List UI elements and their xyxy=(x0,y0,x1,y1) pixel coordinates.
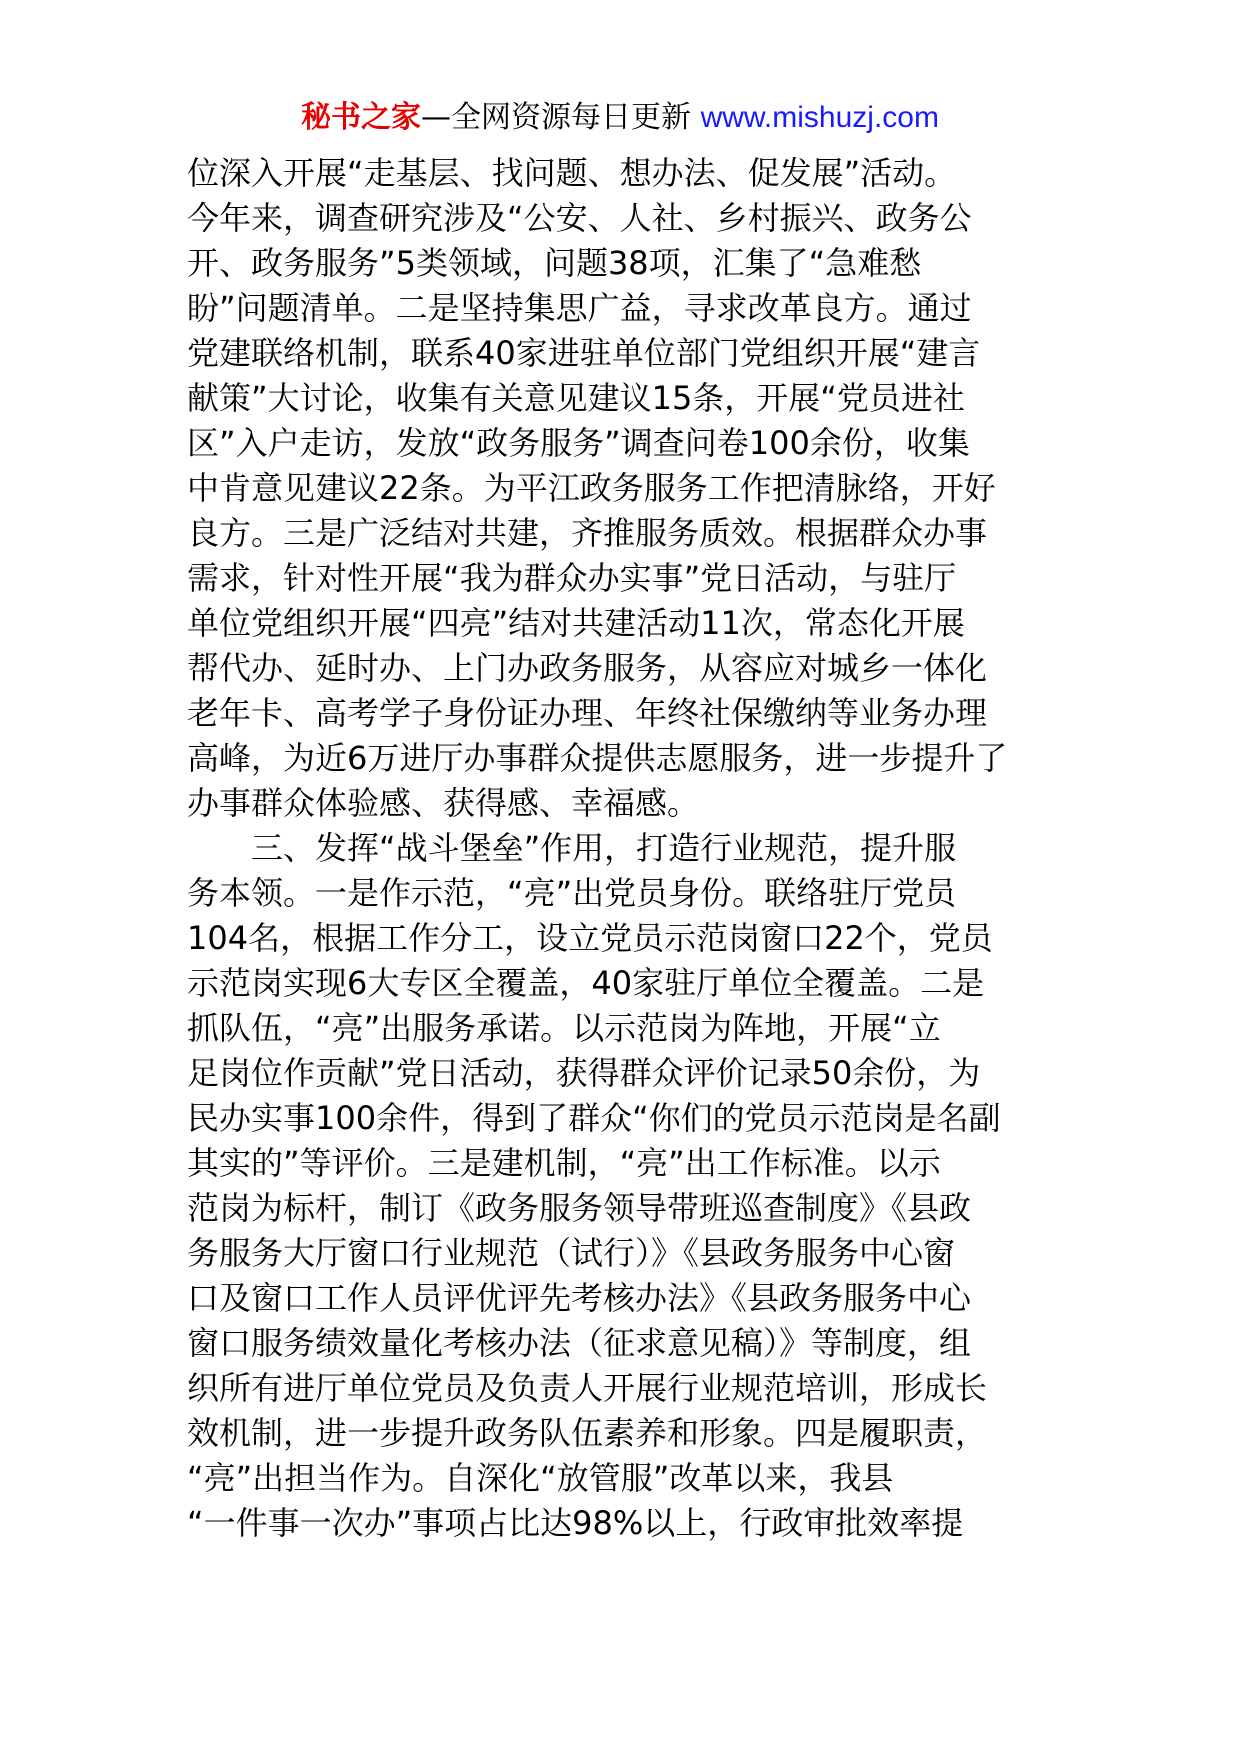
document-body xyxy=(187,151,1057,1546)
site-url[interactable]: www.mishuzj.com xyxy=(700,101,939,134)
text-line: “亮”出担当作为。自深化“放管服”改革以来，我县 xyxy=(187,1459,894,1497)
text-line: 织所有进厅单位党员及负责人开展行业规范培训，形成长 xyxy=(187,1369,988,1407)
text-line: 务本领。一是作示范，“亮”出党员身份。联络驻厅党员 xyxy=(187,874,957,912)
text-line: 老年卡、高考学子身份证办理、年终社保缴纳等业务办理 xyxy=(187,694,988,732)
text-line: 高峰，为近6万进厅办事群众提供志愿服务，进一步提升了 xyxy=(187,739,1008,777)
text-line: 范岗为标杆，制订《政务服务领导带班巡查制度》《县政 xyxy=(187,1189,972,1227)
text-line: 献策”大讨论，收集有关意见建议15条，开展“党员进社 xyxy=(187,379,965,417)
brand-name: 秘书之家 xyxy=(301,100,422,135)
text-line: 今年来，调查研究涉及“公安、人社、乡村振兴、政务公 xyxy=(187,199,972,237)
text-line: 良方。三是广泛结对共建，齐推服务质效。根据群众办事 xyxy=(187,514,988,552)
text-line: 单位党组织开展“四亮”结对共建活动11次，常态化开展 xyxy=(187,604,965,642)
text-line: 其实的”等评价。三是建机制，“亮”出工作标准。以示 xyxy=(187,1144,941,1182)
text-line: 窗口服务绩效量化考核办法（征求意见稿）》等制度，组 xyxy=(187,1324,972,1362)
text-line: 帮代办、延时办、上门办政务服务，从容应对城乡一体化 xyxy=(187,649,988,687)
text-line: 需求，针对性开展“我为群众办实事”党日活动，与驻厅 xyxy=(187,559,957,597)
text-line: 口及窗口工作人员评优评先考核办法》《县政务服务中心 xyxy=(187,1279,972,1317)
text-line: 中肯意见建议22条。为平江政务服务工作把清脉络，开好 xyxy=(187,469,996,507)
text-line: 盼”问题清单。二是坚持集思广益，寻求改革良方。通过 xyxy=(187,289,972,327)
text-line: 党建联络机制，联系40家进驻单位部门党组织开展“建言 xyxy=(187,334,981,372)
text-line: 开、政务服务”5类领域，问题38项，汇集了“急难愁 xyxy=(187,244,922,282)
text-line: 务服务大厅窗口行业规范（试行）》《县政务服务中心窗 xyxy=(187,1234,956,1272)
text-line: 办事群众体验感、获得感、幸福感。 xyxy=(187,784,700,822)
text-line: 足岗位作贡献”党日活动，获得群众评价记录50余份，为 xyxy=(187,1054,981,1092)
text-line: 民办实事100余件，得到了群众“你们的党员示范岗是名副 xyxy=(187,1099,1001,1137)
text-line: 位深入开展“走基层、找问题、想办法、促发展”活动。 xyxy=(187,154,957,192)
section-heading-line: 三、发挥“战斗堡垒”作用，打造行业规范，提升服 xyxy=(187,829,957,867)
header-tagline: —全网资源每日更新 xyxy=(421,100,692,135)
page-header xyxy=(0,98,1240,138)
text-line: 抓队伍，“亮”出服务承诺。以示范岗为阵地，开展“立 xyxy=(187,1009,941,1047)
text-line: 效机制，进一步提升政务队伍素养和形象。四是履职责， xyxy=(187,1414,988,1452)
text-line: 示范岗实现6大专区全覆盖，40家驻厅单位全覆盖。二是 xyxy=(187,964,985,1002)
text-line: 区”入户走访，发放“政务服务”调查问卷100余份，收集 xyxy=(187,424,970,462)
text-line: 104名，根据工作分工，设立党员示范岗窗口22个，党员 xyxy=(187,919,993,957)
text-line: “一件事一次办”事项占比达98%以上，行政审批效率提 xyxy=(187,1504,964,1542)
